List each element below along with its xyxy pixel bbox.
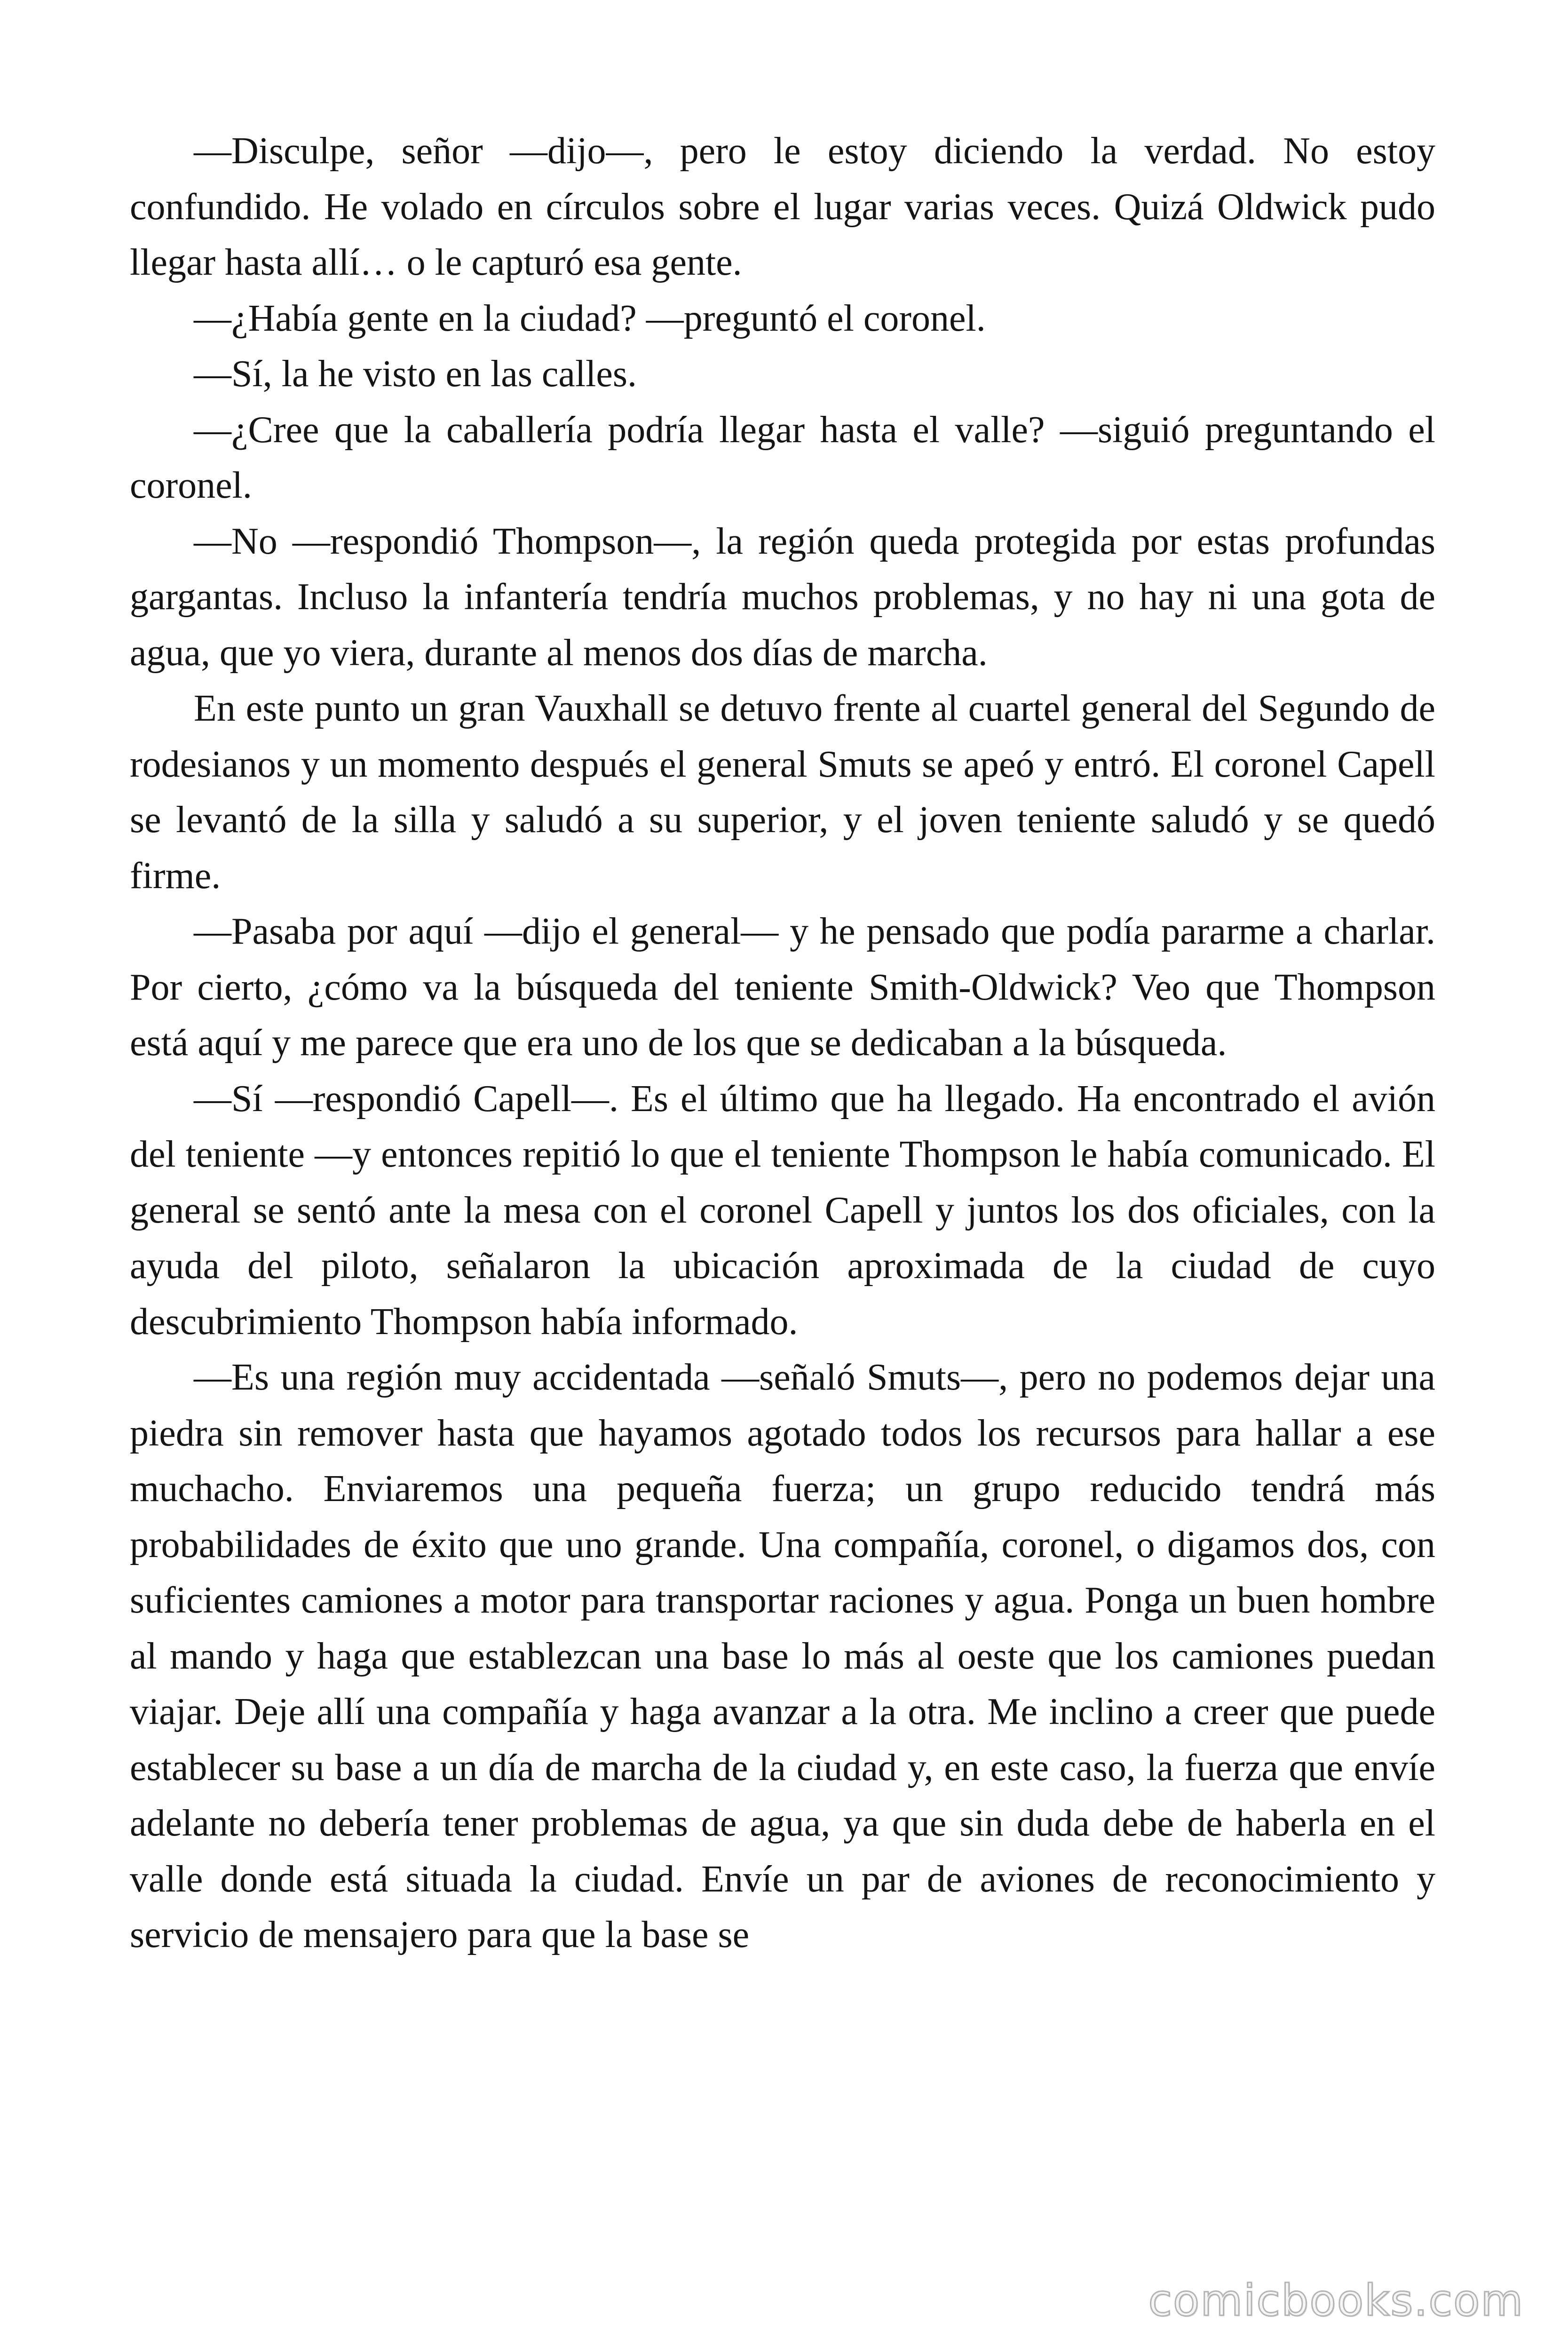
- paragraph: —Es una región muy accidentada —señaló Smuts—, pero no podemos dejar una piedra sin remover hasta que hayamos agotado todos los recursos para hallar a ese muchacho. Enviaremos una pequeña fuerza; un grupo reducido tendrá más probabilidades de éxito que uno grande. Una compañía, coronel, o digamos dos, con suficientes camiones a motor para transportar raciones y agua. Ponga un buen hombre al mando y haga que establezcan una base lo más al oeste que los camiones puedan viajar. Deje allí una compañía y haga avanzar a la otra. Me inclino a creer que puede establecer su base a un día de marcha de la ciudad y, en este caso, la fuerza que envíe adelante no debería tener problemas de agua, ya que sin duda debe de haberla en el valle donde está situada la ciudad. Envíe un par de aviones de reconocimiento y servicio de mensajero para que la base se: [130, 1357, 1435, 1955]
- paragraph: —Disculpe, señor —dijo—, pero le estoy diciendo la verdad. No estoy confundido. He volado en círculos sobre el lugar varias veces. Quizá Oldwick pudo llegar hasta allí… o le capturó esa gente.: [130, 130, 1435, 283]
- watermark-logo: comicbooks.com: [1148, 2275, 1524, 2326]
- paragraph: —Sí —respondió Capell—. Es el último que ha llegado. Ha encontrado el avión del teniente —y entonces repitió lo que el teniente Thompson le había comunicado. El general se sentó ante la mesa con el coronel Capell y juntos los dos oficiales, con la ayuda del piloto, señalaron la ubicación aproximada de la ciudad de cuyo descubrimiento Thompson había informado.: [130, 1078, 1435, 1343]
- paragraph: —¿Había gente en la ciudad? —preguntó el coronel.: [194, 297, 986, 339]
- paragraph: —Pasaba por aquí —dijo el general— y he pensado que podía pararme a charlar. Por cierto, ¿cómo va la búsqueda del teniente Smith-Oldwick? Veo que Thompson está aquí y me parece que era uno de los que se dedicaban a la búsqueda.: [130, 911, 1435, 1064]
- paragraph: En este punto un gran Vauxhall se detuvo frente al cuartel general del Segundo de rodesianos y un momento después el general Smuts se apeó y entró. El coronel Capell se levantó de la silla y saludó a su superior, y el joven teniente saludó y se quedó firme.: [130, 688, 1435, 897]
- paragraph: —Sí, la he visto en las calles.: [194, 353, 637, 395]
- page-text: [130, 123, 1435, 1963]
- paragraph: —¿Cree que la caballería podría llegar hasta el valle? —siguió preguntando el coronel.: [130, 409, 1435, 506]
- paragraph: —No —respondió Thompson—, la región queda protegida por estas profundas gargantas. Incluso la infantería tendría muchos problemas, y no hay ni una gota de agua, que yo viera, durante al menos dos días de marcha.: [130, 520, 1435, 674]
